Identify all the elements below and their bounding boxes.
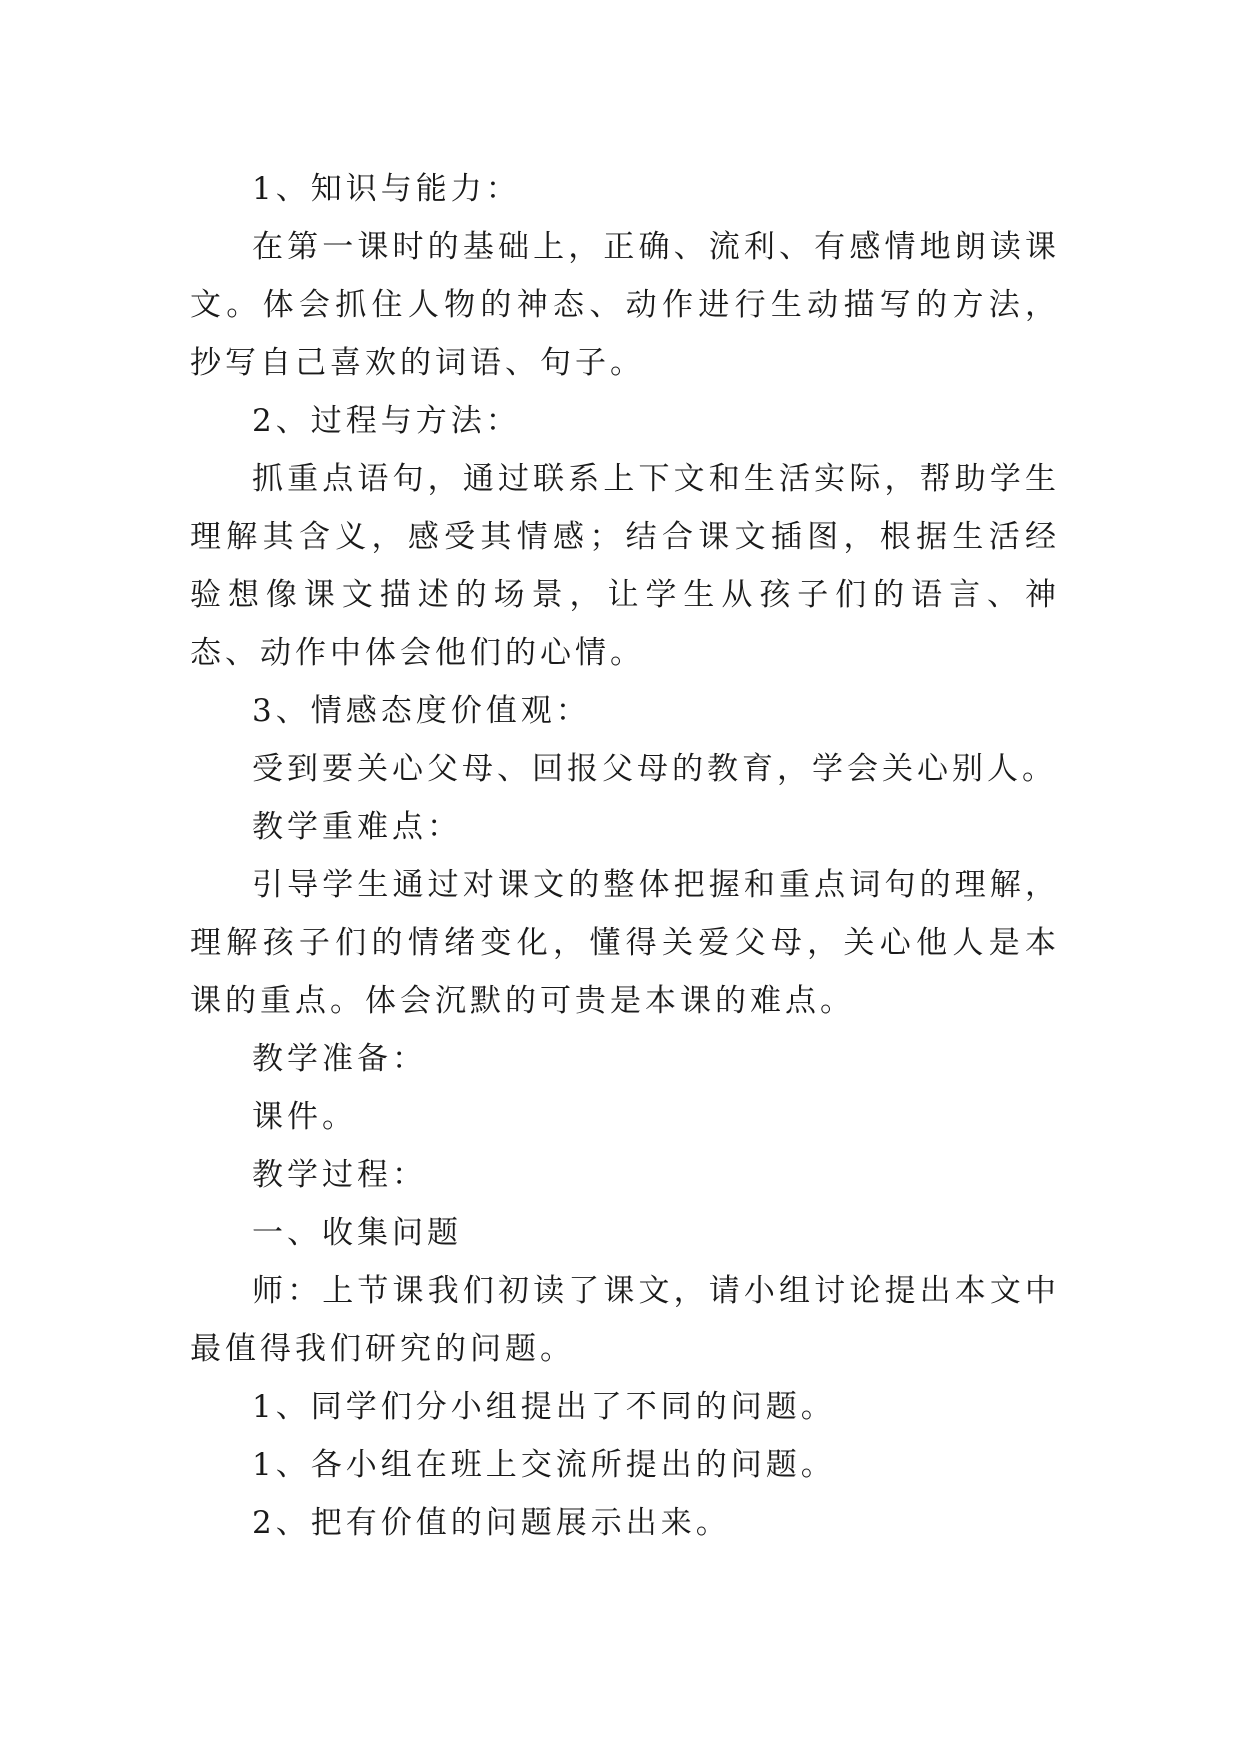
document-body [190, 160, 1060, 1552]
paragraph: 师：上节课我们初读了课文，请小组讨论提出本文中最值得我们研究的问题。 [190, 1273, 1060, 1367]
section-heading-key-points: 教学重难点： [252, 809, 462, 845]
paragraph: 抓重点语句，通过联系上下文和生活实际，帮助学生理解其含义，感受其情感；结合课文插图，根据生活经验想像课文描述的场景，让学生从孩子们的语言、神态、动作中体会他们的心情。 [190, 461, 1060, 671]
list-item: 2、把有价值的问题展示出来。 [252, 1505, 731, 1541]
paragraph: 引导学生通过对课文的整体把握和重点词句的理解，理解孩子们的情绪变化，懂得关爱父母，关心他人是本课的重点。体会沉默的可贵是本课的难点。 [190, 867, 1060, 1019]
section-heading-values: 3、情感态度价值观： [252, 693, 591, 729]
section-heading-knowledge: 1、知识与能力： [252, 171, 521, 207]
paragraph: 课件。 [252, 1099, 357, 1135]
paragraph: 在第一课时的基础上，正确、流利、有感情地朗读课文。体会抓住人物的神态、动作进行生动描写的方法，抄写自己喜欢的词语、句子。 [190, 229, 1060, 381]
subsection-heading: 一、收集问题 [252, 1215, 462, 1251]
section-heading-preparation: 教学准备： [252, 1041, 427, 1077]
paragraph: 受到要关心父母、回报父母的教育，学会关心别人。 [252, 751, 1057, 787]
list-item: 1、同学们分小组提出了不同的问题。 [252, 1389, 836, 1425]
section-heading-procedure: 教学过程： [252, 1157, 427, 1193]
section-heading-process: 2、过程与方法： [252, 403, 521, 439]
list-item: 1、各小组在班上交流所提出的问题。 [252, 1447, 836, 1483]
